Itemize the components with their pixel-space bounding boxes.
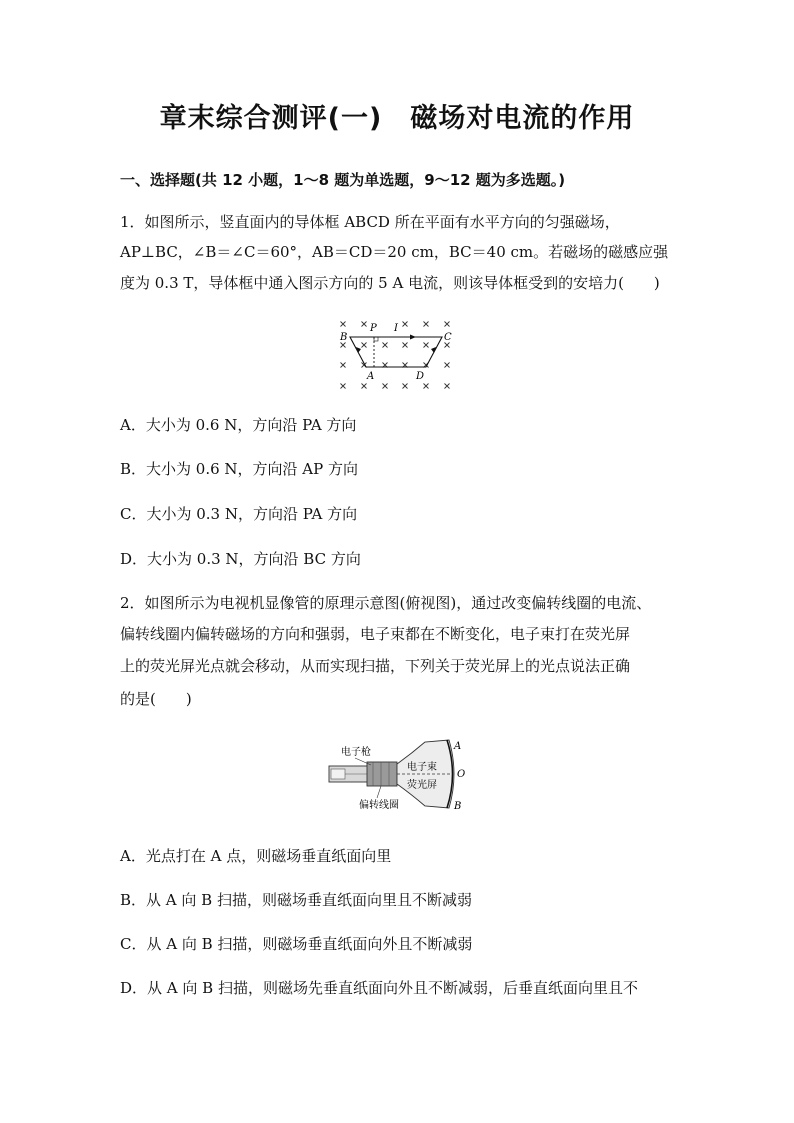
label-screen: 荧光屏 [407,780,437,791]
q2-option-a: A．光点打在 A 点，则磁场垂直纸面向里 [120,847,392,865]
q2-stem-line-1: 2．如图所示为电视机显像管的原理示意图(俯视图)，通过改变偏转线圈的电流、 [120,594,652,612]
q1-option-a: A．大小为 0.6 N，方向沿 PA 方向 [120,416,357,434]
q2-stem-line-3: 上的荧光屏光点就会移动，从而实现扫描，下列关于荧光屏上的光点说法正确 [120,657,631,675]
q2-option-d: D．从 A 向 B 扫描，则磁场先垂直纸面向外且不断减弱，后垂直纸面向里且不 [120,979,638,997]
label-I: I [394,323,398,334]
label-P: P [370,323,377,334]
q1-stem-line-2: AP⊥BC，∠B＝∠C＝60°，AB＝CD＝20 cm，BC＝40 cm。若磁场的磁感应强 [120,243,669,261]
q2-option-c: C．从 A 向 B 扫描，则磁场垂直纸面向外且不断减弱 [120,935,473,953]
label-deflection-coil: 偏转线圈 [359,800,399,811]
current-arrow-top [410,335,416,340]
label-point-O: O [457,769,466,780]
q2-figure-crt-tube [325,736,475,812]
label-B: B [340,332,348,343]
q2-option-b: B．从 A 向 B 扫描，则磁场垂直纸面向里且不断减弱 [120,891,472,909]
section-heading: 一、选择题(共 12 小题，1～8 题为单选题，9～12 题为多选题。) [120,171,566,189]
page-title: 章末综合测评(一) 磁场对电流的作用 [159,103,635,134]
q1-stem-line-3: 度为 0.3 T，导体框中通入图示方向的 5 A 电流，则该导体框受到的安培力( ) [120,274,660,292]
label-electron-beam: 电子束 [407,762,437,773]
q2-stem-line-2: 偏转线圈内偏转磁场的方向和强弱，电子束都在不断变化，电子束打在荧光屏 [120,625,631,643]
label-C: C [444,332,452,343]
label-D: D [416,371,425,382]
q1-option-d: D．大小为 0.3 N，方向沿 BC 方向 [120,550,361,568]
label-A: A [367,371,375,382]
q2-stem-line-4: 的是( ) [120,690,192,708]
conductor-frame [350,337,442,367]
q1-option-b: B．大小为 0.6 N，方向沿 AP 方向 [120,460,359,478]
q1-stem-line-1: 1．如图所示，竖直面内的导体框 ABCD 所在平面有水平方向的匀强磁场， [120,213,620,231]
q1-figure-conductor-frame [330,315,460,395]
deflection-coil [367,762,397,786]
q1-option-c: C．大小为 0.3 N，方向沿 PA 方向 [120,505,358,523]
label-point-A: A [454,741,462,752]
label-electron-gun: 电子枪 [341,747,371,758]
label-point-B: B [454,801,462,812]
tube-funnel [397,740,454,808]
